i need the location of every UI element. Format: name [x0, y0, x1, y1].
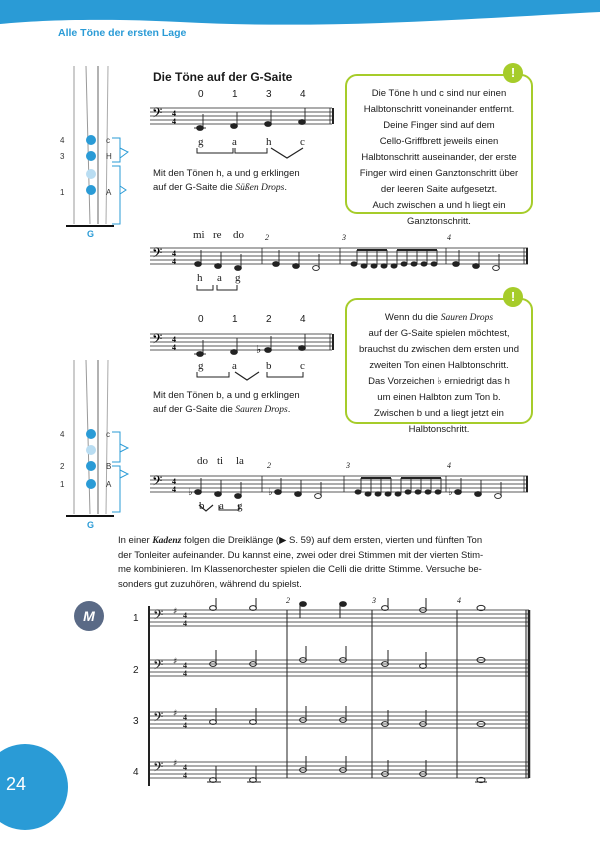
text-line: Mit den Tönen b, a und g erklingen [153, 390, 300, 401]
note-name: g [235, 272, 241, 284]
melody-staff [150, 240, 534, 276]
svg-text:4: 4 [183, 713, 187, 722]
measure-number: 3 [342, 233, 346, 242]
kadenz-paragraph: In einer Kadenz folgen die Dreiklänge (▶ S. 59) auf dem ersten, vierten und fünften Ton der Tonleiter aufeinander. Du kannst eine, zwei oder drei Stimmen mit der vierten Stim- me kombinieren. Im Klassenorchester spielen die Celli die dritte Stimme. Versuche be- sonders gut zuzuhören, während du spielst. [118, 535, 484, 590]
svg-text:4: 4 [172, 335, 176, 344]
note-name: b [266, 360, 272, 372]
svg-text:4: 4 [183, 721, 187, 730]
svg-text:♯: ♯ [173, 657, 178, 667]
svg-text:𝄢: 𝄢 [152, 473, 163, 492]
voice-number: 2 [133, 665, 139, 676]
svg-text:𝄢: 𝄢 [152, 105, 163, 124]
page-number-badge [0, 744, 68, 830]
voice-number: 1 [133, 613, 139, 624]
finger-label: 1 [60, 480, 65, 489]
note-label: c [106, 430, 110, 439]
finger-number: 0 [198, 89, 204, 100]
exclamation-icon: ! [503, 287, 523, 307]
score-system [145, 598, 535, 798]
svg-text:4: 4 [183, 669, 187, 678]
svg-text:4: 4 [172, 485, 176, 494]
solfege: re [213, 229, 222, 241]
music-staff [150, 100, 340, 136]
note-name: g [198, 136, 204, 148]
svg-text:♭: ♭ [256, 343, 262, 356]
svg-text:4: 4 [172, 477, 176, 486]
finger-number: 3 [266, 89, 272, 100]
finger-label: 4 [60, 136, 65, 145]
interval-marks [195, 284, 245, 294]
page-number: 24 [6, 774, 27, 794]
note-name: g [237, 500, 243, 512]
solfege: mi [193, 229, 205, 241]
svg-text:4: 4 [172, 343, 176, 352]
tip-box: Wenn du die Sauren Drops auf der G-Saite spielen möchtest, brauchst du zwischen dem ersten und zweiten Ton einen Halbtonschritt. Das Vorzeichen ♭ erniedrigt das h um einen Halbton zum Ton b. Zwischen b und a liegt jetzt ein Halbtonschritt. [345, 298, 533, 424]
finger-label: 4 [60, 430, 65, 439]
measure-number: 2 [265, 233, 269, 242]
note-name: c [300, 360, 305, 372]
svg-text:4: 4 [172, 249, 176, 258]
note-name: h [266, 136, 272, 148]
svg-text:4: 4 [172, 257, 176, 266]
measure-number: 2 [267, 461, 271, 470]
voice-number: 4 [133, 767, 139, 778]
svg-text:♭: ♭ [448, 487, 453, 498]
svg-text:4: 4 [183, 611, 187, 620]
svg-text:4: 4 [183, 661, 187, 670]
text-line: Mit den Tönen h, a und g erklingen [153, 168, 300, 179]
string-label: G [87, 520, 95, 530]
solfege: do [197, 455, 208, 467]
svg-text:♯: ♯ [173, 709, 178, 719]
svg-text:4: 4 [183, 771, 187, 780]
finger-number: 4 [300, 89, 306, 100]
note-label: B [106, 462, 112, 471]
interval-marks [195, 370, 315, 386]
note-name: a [232, 136, 237, 148]
tip-box: Die Töne h und c sind nur einen Halbtonschritt voneinander entfernt. Deine Finger sind auf dem Cello-Griffbrett jeweils einen Halbtonschritt auseinander, der erste Finger wird einen Ganztonschritt über der leeren Saite aufgesetzt. Auch zwischen a und h liegt ein Ganztonschritt. [345, 74, 533, 214]
exclamation-icon: ! [503, 63, 523, 83]
svg-text:♭: ♭ [188, 487, 193, 498]
svg-text:4: 4 [172, 109, 176, 118]
svg-text:𝄢: 𝄢 [153, 607, 164, 626]
svg-text:♯: ♯ [173, 607, 178, 617]
melody-staff [150, 468, 534, 504]
measure-number: 2 [286, 596, 290, 605]
finger-number: 1 [232, 89, 238, 100]
interval-marks [195, 146, 315, 162]
finger-number: 0 [198, 314, 204, 325]
note-label: H [106, 152, 112, 161]
svg-text:𝄢: 𝄢 [152, 245, 163, 264]
finger-number: 4 [300, 314, 306, 325]
measure-number: 3 [346, 461, 350, 470]
solfege: do [233, 229, 244, 241]
music-staff [150, 326, 340, 362]
note-name: a [219, 500, 224, 512]
note-name: b [199, 500, 205, 512]
svg-text:𝄢: 𝄢 [153, 709, 164, 728]
measure-number: 4 [447, 461, 451, 470]
svg-text:♭: ♭ [268, 487, 273, 498]
measure-number: 3 [372, 596, 376, 605]
text-line: auf der G-Saite die Sauren Drops. [153, 404, 291, 415]
note-label: A [106, 480, 112, 489]
note-label: A [106, 188, 112, 197]
solfege: ti [217, 455, 224, 467]
finger-label: 2 [60, 462, 65, 471]
svg-text:𝄢: 𝄢 [153, 759, 164, 778]
note-name: h [197, 272, 203, 284]
section-title: Die Töne auf der G-Saite [153, 70, 293, 84]
text-line: auf der G-Saite die Süßen Drops. [153, 182, 288, 193]
note-name: a [232, 360, 237, 372]
finger-number: 1 [232, 314, 238, 325]
svg-text:𝄢: 𝄢 [153, 657, 164, 676]
finger-number: 2 [266, 314, 272, 325]
measure-number: 4 [457, 596, 461, 605]
note-name: c [300, 136, 305, 148]
finger-label: 3 [60, 152, 65, 161]
note-name: a [217, 272, 222, 284]
note-label: c [106, 136, 110, 145]
header-title: Alle Töne der ersten Lage [58, 27, 187, 39]
ensemble-badge: M [74, 601, 104, 631]
svg-text:4: 4 [172, 117, 176, 126]
voice-number: 3 [133, 716, 139, 727]
measure-number: 4 [447, 233, 451, 242]
string-label: G [87, 229, 95, 239]
svg-text:𝄢: 𝄢 [152, 331, 163, 350]
svg-text:4: 4 [183, 619, 187, 628]
fingerboard-diagram-g-string [50, 360, 140, 530]
svg-text:4: 4 [183, 763, 187, 772]
note-name: g [198, 360, 204, 372]
finger-label: 1 [60, 188, 65, 197]
solfege: la [236, 455, 244, 467]
svg-text:♯: ♯ [173, 759, 178, 769]
